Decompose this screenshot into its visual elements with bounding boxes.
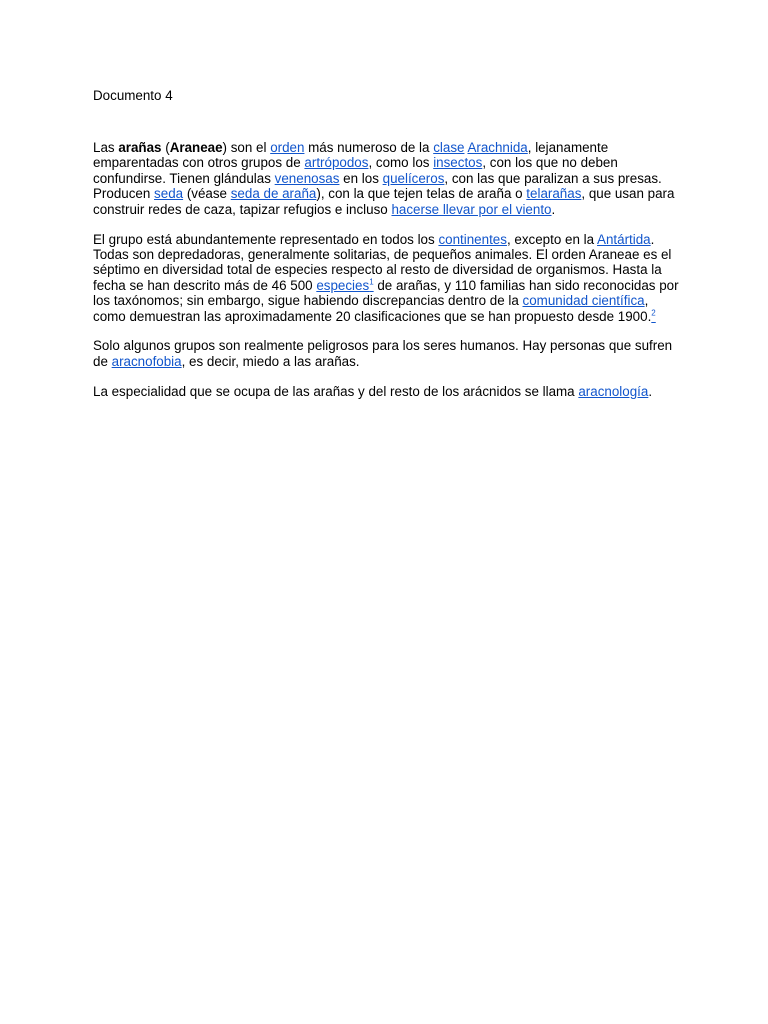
footnote-number: 2 xyxy=(651,308,656,318)
wiki-link[interactable]: seda de araña xyxy=(230,186,317,202)
text-run: ( xyxy=(161,140,170,155)
text-run: La especialidad que se ocupa de las arañas y del resto de los arácnidos se llama xyxy=(93,383,579,399)
wiki-link[interactable]: comunidad científica xyxy=(522,293,645,309)
text-run: . xyxy=(648,383,653,399)
text-run: , como demuestran las aproximadamente 20 clasificaciones que se han propuesto desde 1900. xyxy=(93,293,652,324)
text-run: . Todas son depredadoras, generalmente solitarias, de pequeños animales. El orden Araneae es el séptimo en diversidad total de especies respecto al resto de diversidad de organismos. Hasta la fecha se han descrito más de 46 500 xyxy=(93,231,672,293)
bold-term: Araneae xyxy=(169,140,223,155)
wiki-link[interactable]: quelíceros xyxy=(382,170,445,186)
wiki-link[interactable]: Arachnida xyxy=(467,140,528,155)
text-run: ), con la que tejen telas de araña o xyxy=(316,186,527,202)
text-run: , con los que no deben confundirse. Tienen glándulas xyxy=(93,155,618,186)
text-run: , es decir, miedo a las arañas. xyxy=(181,353,360,369)
text-run: , que usan para construir redes de caza, tapizar refugios e incluso xyxy=(93,186,675,217)
paragraph-distribution xyxy=(93,232,679,324)
text-run: El grupo está abundantemente representado en todos los xyxy=(93,231,439,247)
footnote-number: 1 xyxy=(369,277,374,287)
wiki-link[interactable]: aracnología xyxy=(578,383,649,399)
document-body xyxy=(93,140,679,414)
text-run: , lejanamente emparentadas con otros grupos de xyxy=(93,140,609,171)
text-run: de arañas, y 110 familias han sido reconocidas por los taxónomos; sin embargo, sigue habiendo discrepancias dentro de la xyxy=(93,277,679,309)
paragraph-intro xyxy=(93,140,679,217)
wiki-link[interactable]: especies xyxy=(316,277,370,293)
text-run: Solo algunos grupos son realmente peligrosos para los seres humanos. Hay personas que sufren de xyxy=(93,338,673,369)
text-run: Las xyxy=(93,140,119,155)
paragraph-danger xyxy=(93,338,679,369)
text-run: , con las que paralizan a sus presas. Producen xyxy=(93,170,662,202)
wiki-link[interactable]: aracnofobia xyxy=(111,353,182,369)
wiki-link[interactable]: venenosas xyxy=(274,170,340,186)
wiki-link[interactable]: seda xyxy=(154,186,184,202)
text-run: (véase xyxy=(183,186,231,202)
wiki-link[interactable]: orden xyxy=(270,140,305,155)
wiki-link[interactable]: artrópodos xyxy=(304,155,369,171)
wiki-link[interactable]: insectos xyxy=(433,155,483,171)
wiki-link[interactable]: telarañas xyxy=(526,186,582,202)
text-run: , excepto en la xyxy=(506,231,598,247)
wiki-link[interactable]: Antártida xyxy=(597,231,651,247)
wiki-link[interactable]: clase xyxy=(433,140,465,155)
document-title: Documento 4 xyxy=(93,88,173,103)
bold-term: arañas xyxy=(118,140,162,155)
footnote-link[interactable] xyxy=(651,309,655,324)
text-run: ) son el xyxy=(222,140,271,155)
wiki-link[interactable]: continentes xyxy=(438,231,507,247)
text-run: en los xyxy=(339,170,383,186)
text-run: . xyxy=(551,201,556,217)
text-run: , como los xyxy=(368,155,434,171)
wiki-link[interactable]: hacerse llevar por el viento xyxy=(391,201,552,217)
paragraph-specialty xyxy=(93,384,679,399)
text-run: más numeroso de la xyxy=(304,140,434,155)
